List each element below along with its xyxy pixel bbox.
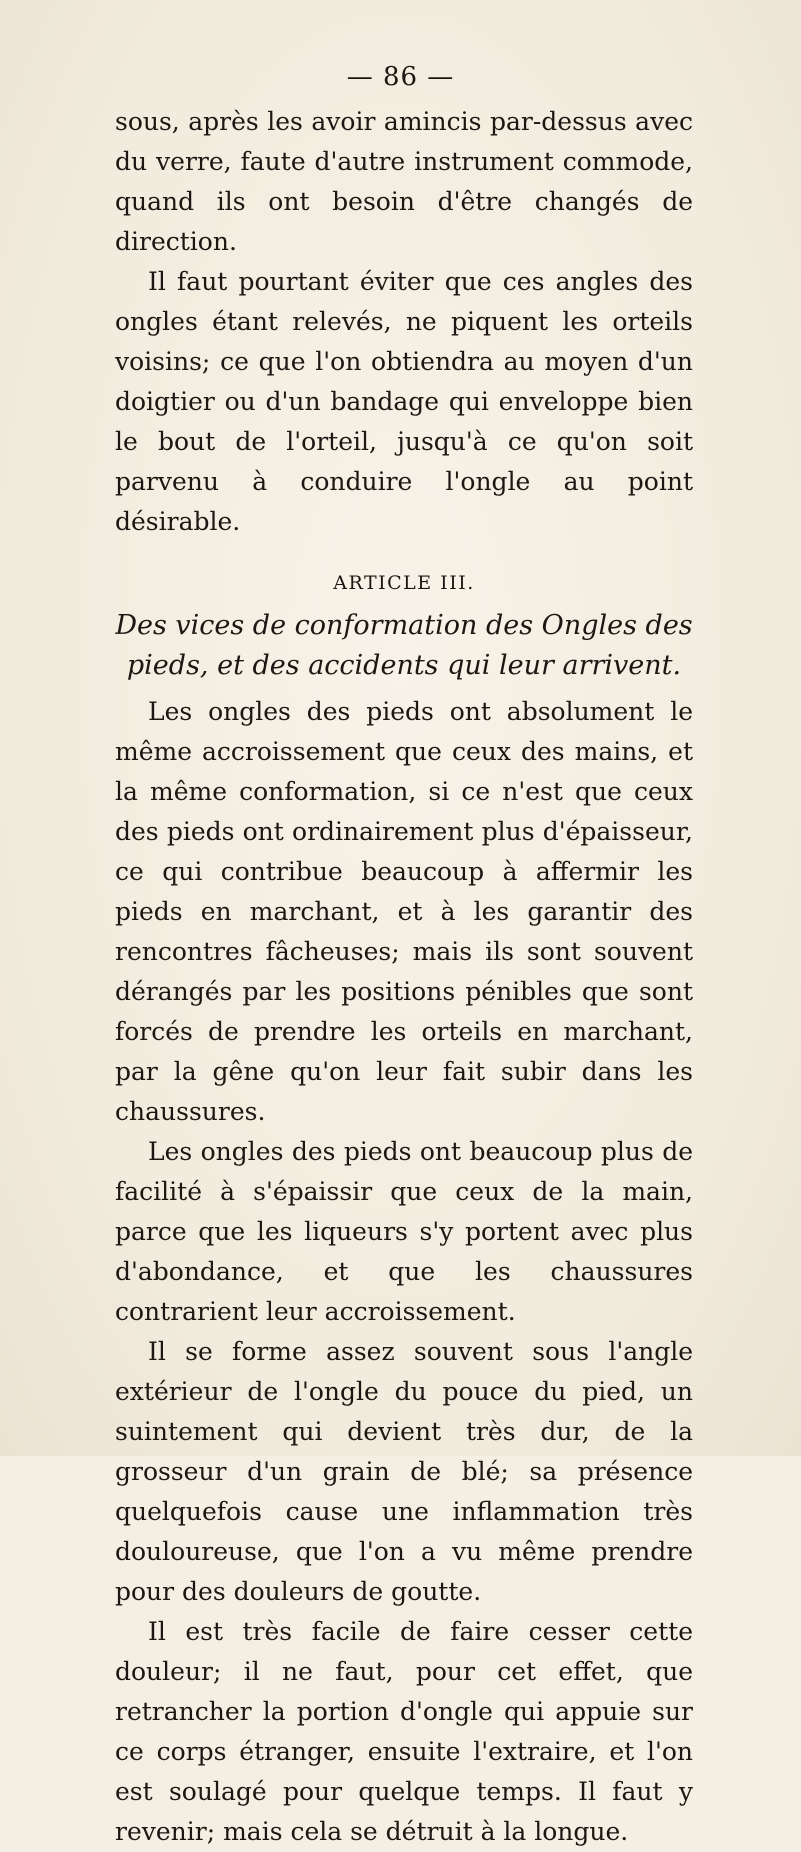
article-heading: ARTICLE III. xyxy=(333,572,475,594)
paragraph-5: Il se forme assez souvent sous l'angle extérieur de l'ongle du pouce du pied, un suintement qui devient très dur, de la grosseur d'un grain de blé; sa présence quelquefois cause une inflammation très douloureuse, que l'on a vu même prendre pour des douleurs de goutte. xyxy=(115,1337,693,1606)
opening-paragraph: sous, après les avoir amincis par-dessus avec du verre, faute d'autre instrument commode, quand ils ont besoin d'être changés de direction. xyxy=(115,107,693,256)
paragraph-3: Les ongles des pieds ont absolument le même accroissement que ceux des mains, et la même conformation, si ce n'est que ceux des pieds ont ordinairement plus d'épaisseur, ce qui contribue beaucoup à affermir les pieds en marchant, et à les garantir des rencontres fâcheuses; mais ils sont souvent dérangés par les positions pénibles que sont forcés de prendre les orteils en marchant, par la gêne qu'on leur fait subir dans les chaussures. xyxy=(115,697,693,1126)
page-body xyxy=(115,102,693,1852)
paragraph-2: Il faut pourtant éviter que ces angles des ongles étant relevés, ne piquent les orteils voisins; ce que l'on obtiendra au moyen d'un doigtier ou d'un bandage qui enveloppe bien le bout de l'orteil, jusqu'à ce qu'on soit parvenu à conduire l'ongle au point désirable. xyxy=(115,267,693,536)
section-title: Des vices de conformation des Ongles des pieds, et des accidents qui leur arrivent. xyxy=(115,610,693,681)
paragraph-6: Il est très facile de faire cesser cette douleur; il ne faut, pour cet effet, que retrancher la portion d'ongle qui appuie sur ce corps étranger, ensuite l'extraire, et l'on est soulagé pour quelque temps. Il faut y revenir; mais cela se détruit à la longue. xyxy=(115,1617,693,1846)
paragraph-4: Les ongles des pieds ont beaucoup plus de facilité à s'épaissir que ceux de la main, parce que les liqueurs s'y portent avec plus d'abondance, et que les chaussures contrarient leur accroissement. xyxy=(115,1137,693,1326)
page-number: — 86 — xyxy=(346,62,455,92)
